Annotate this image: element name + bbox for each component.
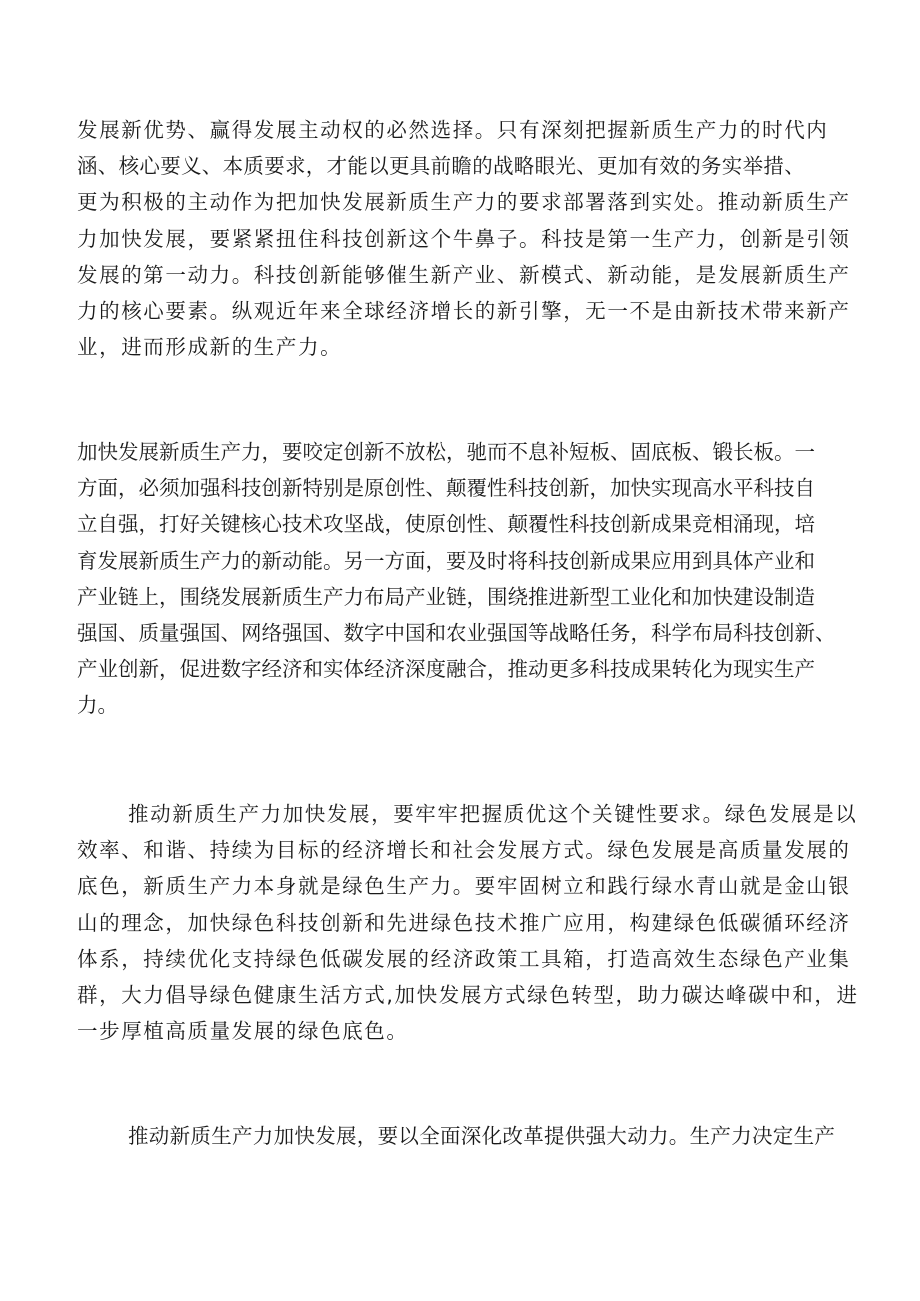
text-line: 效率、和谐、持续为目标的经济增长和社会发展方式。绿色发展是高质量发展的	[77, 838, 851, 863]
text-line: 方面，必须加强科技创新特别是原创性、颠覆性科技创新，加快实现高水平科技自	[77, 476, 815, 501]
text-line: 一步厚植高质量发展的绿色底色。	[77, 1019, 409, 1044]
text-line: 强国、质量强国、网络强国、数字中国和农业强国等战略任务，科学布局科技创新、	[77, 620, 836, 645]
text-line: 发展新优势、赢得发展主动权的必然选择。只有深刻把握新质生产力的时代内	[77, 118, 829, 142]
paragraph-1	[77, 112, 851, 365]
text-line: 产业创新，促进数字经济和实体经济深度融合，推动更多科技成果转化为现实生产	[77, 657, 815, 682]
text-line: 涵、核心要义、本质要求，才能以更具前瞻的战略眼光、更加有效的务实举措、	[77, 154, 805, 179]
text-line: 力加快发展，要紧紧扭住科技创新这个牛鼻子。科技是第一生产力，创新是引领	[77, 226, 851, 251]
text-line: 育发展新质生产力的新动能。另一方面，要及时将科技创新成果应用到具体产业和	[77, 548, 815, 573]
text-line: 力。	[77, 693, 118, 718]
text-line: 发展的第一动力。科技创新能够催生新产业、新模式、新动能，是发展新质生产	[77, 262, 851, 287]
text-line: 产业链上，围绕发展新质生产力布局产业链，围绕推进新型工业化和加快建设制造	[77, 584, 815, 609]
text-line: 体系，持续优化支持绿色低碳发展的经济政策工具箱，打造高效生态绿色产业集	[77, 946, 851, 971]
paragraph-4	[77, 1118, 847, 1154]
text-line: 底色，新质生产力本身就是绿色生产力。要牢固树立和践行绿水青山就是金山银	[77, 874, 851, 899]
text-line: 力的核心要素。纵观近年来全球经济增长的新引擎，无一不是由新技术带来新产	[77, 298, 851, 323]
paragraph-2	[77, 434, 847, 724]
text-line: 山的理念，加快绿色科技创新和先进绿色技术推广应用，构建绿色低碳循环经济	[77, 910, 851, 935]
text-line: 群，大力倡导绿色健康生活方式,加快发展方式绿色转型，助力碳达峰碳中和，进	[77, 982, 859, 1007]
text-line: 加快发展新质生产力，要咬定创新不放松，驰而不息补短板、固底板、锻长板。一	[77, 440, 815, 464]
text-line: 立自强，打好关键核心技术攻坚战，使原创性、颠覆性科技创新成果竞相涌现，培	[77, 512, 815, 537]
text-line: 更为积极的主动作为把加快发展新质生产力的要求部署落到实处。推动新质生产	[77, 190, 851, 215]
text-line: 推动新质生产力加快发展，要牢牢把握质优这个关键性要求。绿色发展是以	[128, 802, 858, 826]
text-line: 业，进而形成新的生产力。	[77, 335, 343, 360]
paragraph-3	[77, 796, 859, 1049]
text-line: 推动新质生产力加快发展，要以全面深化改革提供强大动力。生产力决定生产	[128, 1124, 836, 1148]
